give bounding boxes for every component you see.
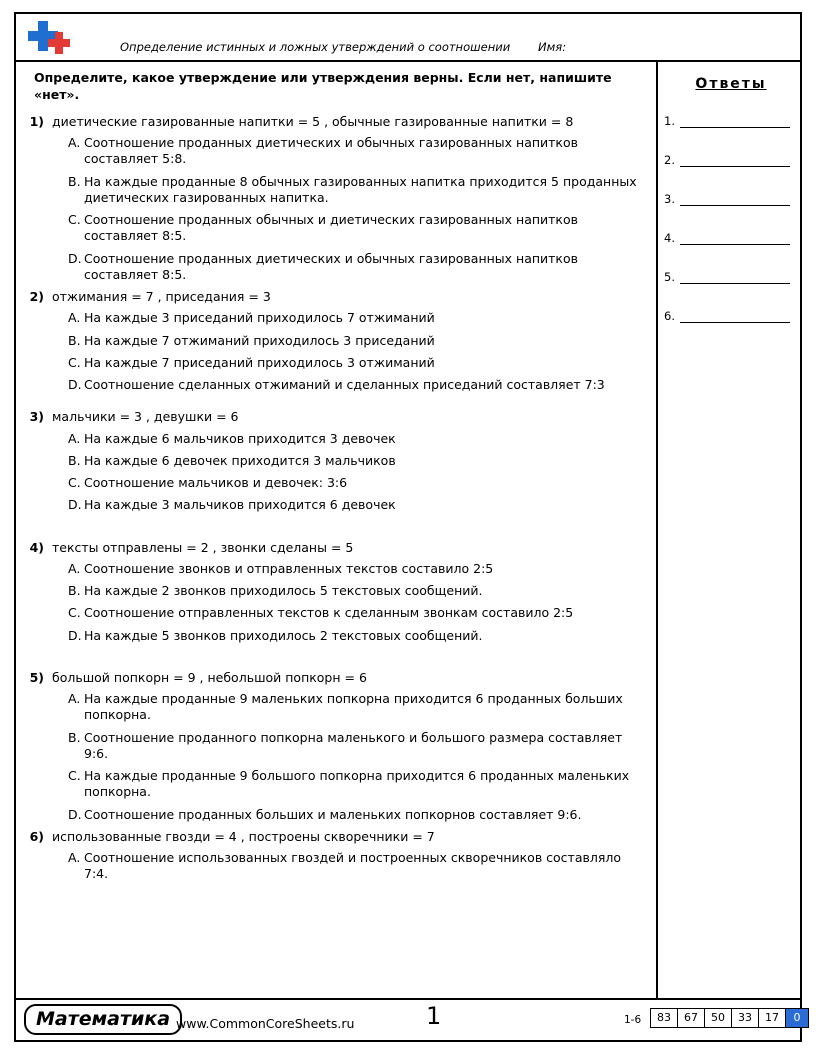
score-scale (650, 1008, 808, 1028)
choice-text: Соотношение проданных больших и маленьких попкорнов составляет 9:6. (84, 806, 582, 822)
question-6 (26, 829, 644, 883)
choice-letter: B. (68, 729, 81, 745)
choice-letter: A. (68, 560, 81, 576)
choice-text: На каждые проданные 8 обычных газированных напитка приходится 5 проданных диетических газированных напитка. (84, 173, 637, 205)
choice-c[interactable] (68, 355, 643, 371)
choice-letter: C. (68, 354, 81, 370)
choice-text: Соотношение сделанных отжиманий и сделанных приседаний составляет 7:3 (84, 377, 605, 392)
choice-letter: C. (68, 605, 81, 621)
choice-text: Соотношение проданных диетических и обычных газированных напитков составляет 5:8. (84, 135, 579, 167)
choice-text: Соотношение использованных гвоздей и построенных скворечников составляло 7:4. (84, 850, 622, 882)
answer-input-1[interactable] (680, 114, 790, 128)
answer-number: 5. (664, 270, 675, 284)
question-stem: диетические газированные напитки = 5 , обычные газированные напитки = 8 (52, 113, 574, 129)
choice-text: На каждые 6 девочек приходится 3 мальчиков (84, 452, 396, 468)
choice-letter: B. (68, 173, 81, 189)
choice-text: На каждые 6 мальчиков приходится 3 девочек (84, 430, 396, 446)
choice-d[interactable] (68, 497, 643, 513)
question-5 (26, 670, 644, 823)
choice-letter: B. (68, 583, 81, 598)
score-range-label: 1-6 (624, 1014, 642, 1026)
worksheet-page (14, 12, 802, 1042)
choice-text: Соотношение отправленных текстов к сделанным звонкам составило 2:5 (84, 605, 574, 621)
question-stem: большой попкорн = 9 , небольшой попкорн = 6 (52, 669, 367, 685)
choice-letter: D. (68, 377, 82, 392)
choice-d[interactable] (68, 377, 643, 393)
answer-number: 2. (664, 153, 675, 167)
answer-row-4 (664, 231, 804, 245)
choice-b[interactable] (68, 333, 643, 349)
cross-logo-icon (22, 18, 76, 58)
choice-letter: A. (68, 135, 81, 150)
choice-d[interactable] (68, 251, 643, 284)
name-field-label: Имя: (538, 40, 567, 54)
answer-number: 1. (664, 114, 675, 128)
choice-text: На каждые проданные 9 большого попкорна приходится 6 проданных маленьких попкорна. (84, 768, 630, 800)
choice-text: На каждые проданные 9 маленьких попкорна приходится 6 проданных больших попкорна. (84, 691, 623, 723)
choice-a[interactable] (68, 431, 643, 447)
choice-letter: A. (68, 691, 81, 706)
answer-row-1 (664, 114, 804, 128)
page-header (16, 14, 800, 62)
choice-b[interactable] (68, 730, 643, 763)
answer-number: 4. (664, 231, 675, 245)
choice-letter: C. (68, 768, 81, 783)
choice-text: Соотношение проданного попкорна маленького и большого размера составляет 9:6. (84, 729, 623, 761)
choice-letter: B. (68, 452, 81, 468)
score-box: 67 (677, 1008, 705, 1028)
question-stem: использованные гвозди = 4 , построены скворечники = 7 (52, 828, 435, 844)
choice-text: Соотношение проданных диетических и обычных газированных напитков составляет 8:5. (84, 250, 579, 282)
choice-a[interactable] (68, 691, 643, 724)
choice-a[interactable] (68, 310, 643, 326)
instructions-text: Определите, какое утверждение или утверждения верны. Если нет, напишите «нет». (34, 70, 612, 102)
choice-b[interactable] (68, 583, 643, 599)
score-box: 50 (704, 1008, 732, 1028)
choice-letter: C. (68, 475, 81, 490)
choice-c[interactable] (68, 212, 643, 245)
choice-text: На каждые 3 приседаний приходилось 7 отжиманий (84, 310, 435, 326)
answer-input-5[interactable] (680, 270, 790, 284)
answer-number: 3. (664, 192, 675, 206)
answer-row-5 (664, 270, 804, 284)
choice-c[interactable] (68, 475, 643, 491)
choice-d[interactable] (68, 807, 643, 823)
choice-letter: A. (68, 430, 81, 446)
answers-column (658, 62, 804, 998)
choice-letter: A. (68, 850, 81, 865)
question-number: 4) (29, 539, 44, 555)
choice-letter: D. (68, 497, 82, 513)
choice-text: На каждые 7 отжиманий приходилось 3 приседаний (84, 332, 435, 348)
choice-a[interactable] (68, 135, 643, 168)
score-box-highlight: 0 (785, 1008, 809, 1028)
score-box: 83 (650, 1008, 678, 1028)
choice-text: На каждые 5 звонков приходилось 2 текстовых сообщений. (84, 627, 483, 643)
choice-text: Соотношение мальчиков и девочек: 3:6 (84, 475, 348, 490)
question-number: 5) (29, 669, 44, 685)
answer-input-2[interactable] (680, 153, 790, 167)
question-number: 1) (29, 113, 44, 129)
choice-letter: C. (68, 212, 81, 227)
website-url: www.CommonCoreSheets.ru (176, 1016, 355, 1031)
score-box: 17 (758, 1008, 786, 1028)
choice-a[interactable] (68, 850, 643, 883)
page-footer (16, 998, 800, 1042)
choice-b[interactable] (68, 453, 643, 469)
choice-text: На каждые 3 мальчиков приходится 6 девочек (84, 497, 396, 513)
answer-number: 6. (664, 309, 675, 323)
question-3 (26, 409, 644, 513)
answers-title: Ответы (695, 76, 767, 92)
question-4 (26, 540, 644, 644)
choice-a[interactable] (68, 561, 643, 577)
choice-letter: A. (68, 310, 81, 326)
choice-letter: D. (68, 250, 82, 266)
choice-b[interactable] (68, 174, 643, 207)
question-1 (26, 114, 644, 283)
choice-c[interactable] (68, 605, 643, 621)
choice-text: Соотношение проданных обычных и диетических газированных напитков составляет 8:5. (84, 212, 579, 244)
brand-badge: Математика (24, 1004, 182, 1035)
question-stem: мальчики = 3 , девушки = 6 (52, 409, 239, 425)
question-2 (26, 289, 644, 393)
choice-letter: D. (68, 627, 82, 643)
choice-letter: D. (68, 806, 82, 822)
question-number: 3) (29, 409, 44, 425)
answer-row-3 (664, 192, 804, 206)
worksheet-title: Определение истинных и ложных утверждений о соотношении (120, 40, 511, 54)
answer-row-2 (664, 153, 804, 167)
choice-text: На каждые 7 приседаний приходилось 3 отжиманий (84, 354, 435, 370)
choice-c[interactable] (68, 768, 643, 801)
choice-letter: B. (68, 332, 81, 348)
choice-d[interactable] (68, 628, 643, 644)
answer-row-6 (664, 309, 804, 323)
page-number: 1 (426, 1002, 442, 1030)
question-number: 2) (29, 289, 44, 304)
choice-text: Соотношение звонков и отправленных текстов составило 2:5 (84, 560, 494, 576)
question-stem: отжимания = 7 , приседания = 3 (52, 289, 271, 304)
score-box: 33 (731, 1008, 759, 1028)
answer-input-4[interactable] (680, 231, 790, 245)
choice-text: На каждые 2 звонков приходилось 5 текстовых сообщений. (84, 583, 483, 598)
answer-input-6[interactable] (680, 309, 790, 323)
question-number: 6) (29, 828, 44, 844)
questions-column (16, 62, 656, 998)
question-stem: тексты отправлены = 2 , звонки сделаны = 5 (52, 539, 354, 555)
answer-input-3[interactable] (680, 192, 790, 206)
